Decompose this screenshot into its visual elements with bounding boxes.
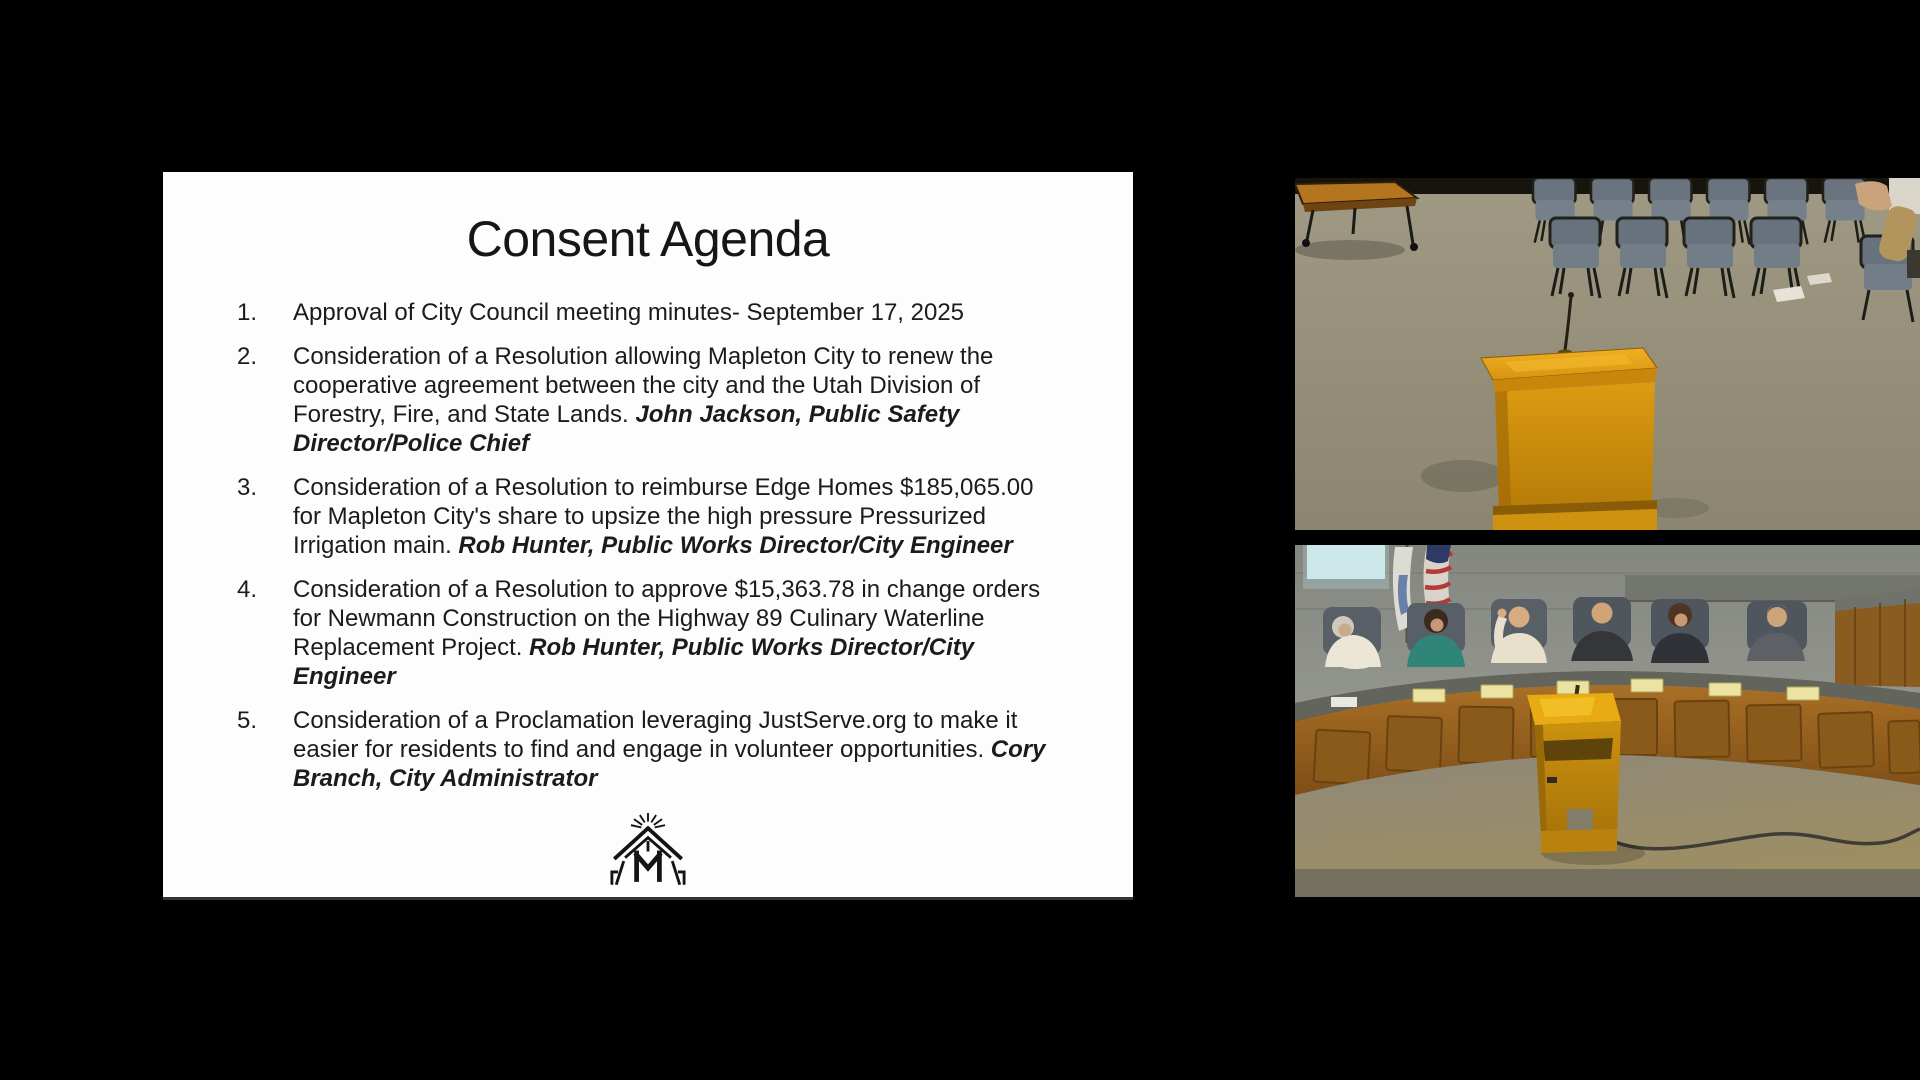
podium-body xyxy=(1495,382,1655,510)
council-member-3 xyxy=(1491,599,1547,663)
agenda-item-text: Approval of City Council meeting minutes- September 17, 2025 xyxy=(293,299,965,326)
presentation-slide xyxy=(163,172,1133,900)
sun-rays xyxy=(632,814,664,827)
council-member-1 xyxy=(1323,607,1381,667)
agenda-item-text: Consideration of a Resolution to approve $15,363.78 in change orders for Newmann Construction on the Highway 89 Culinary Waterline Replacement Project. xyxy=(293,576,1041,661)
agenda-item-number: 2. xyxy=(237,343,258,370)
slide-title: Consent Agenda xyxy=(466,211,830,267)
agenda-item-5 xyxy=(237,706,1067,793)
agenda-list xyxy=(237,298,1067,808)
agenda-item-1 xyxy=(237,298,1067,327)
papers xyxy=(1331,697,1357,707)
video-feed-podium-camera xyxy=(1295,178,1920,530)
agenda-item-presenter: John Jackson, Public Safety Director/Police Chief xyxy=(293,401,960,457)
council-member-4 xyxy=(1571,597,1633,661)
agenda-item-2 xyxy=(237,342,1067,458)
left-foot xyxy=(612,862,623,883)
council-member-5 xyxy=(1651,599,1709,663)
agenda-item-text: Consideration of a Proclamation leveraging JustServe.org to make it easier for residents to find and engage in volunteer opportunities. xyxy=(293,707,1018,763)
agenda-item-text: Consideration of a Resolution to reimburse Edge Homes $185,065.00 for Mapleton City's share to upsize the high pressure Pressurized Irrigation main. xyxy=(293,474,1034,559)
projection-screen xyxy=(1307,545,1385,581)
agenda-item-3 xyxy=(237,473,1067,560)
side-cabinet xyxy=(1835,589,1920,687)
video-feed-dais-camera xyxy=(1295,545,1920,897)
agenda-item-text: Consideration of a Resolution allowing Mapleton City to renew the cooperative agreement between the city and the Utah Division of Forestry, Fire, and State Lands. xyxy=(293,343,994,428)
agenda-item-number: 4. xyxy=(237,576,258,603)
mapleton-city-logo-icon xyxy=(598,813,698,889)
agenda-item-presenter: Rob Hunter, Public Works Director/City Engineer xyxy=(458,532,1013,559)
agenda-item-presenter: Cory Branch, City Administrator xyxy=(293,736,1046,792)
agenda-item-number: 1. xyxy=(237,299,258,326)
agenda-item-number: 3. xyxy=(237,474,258,501)
agenda-item-4 xyxy=(237,575,1067,691)
council-member-2 xyxy=(1407,603,1465,667)
council-member-6 xyxy=(1747,601,1807,661)
right-foot xyxy=(673,862,684,883)
podium-camera-scene xyxy=(1295,178,1920,530)
agenda-item-number: 5. xyxy=(237,707,258,734)
dais-camera-scene xyxy=(1295,545,1920,897)
agenda-item-presenter: Rob Hunter, Public Works Director/City Engineer xyxy=(293,634,975,690)
